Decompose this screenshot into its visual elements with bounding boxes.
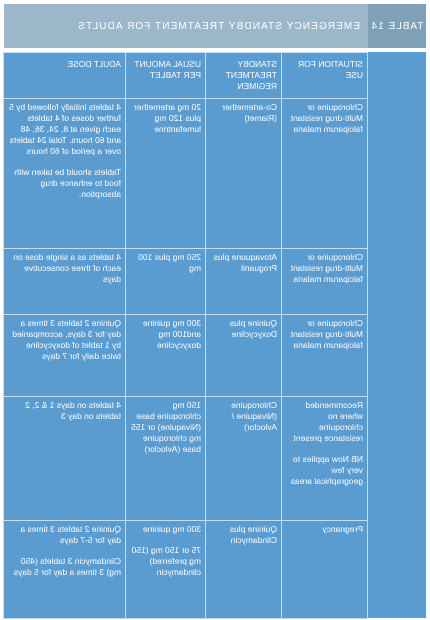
header-dose: ADULT DOSE — [4, 53, 126, 99]
cell-situation: Chloroquine or Multi-drug resistant falciparum malaria — [282, 315, 368, 397]
cell-amount: 250 mg plus 100 mg — [126, 249, 206, 315]
cell-situation: Chloroquine or Multi-drug resistant falciparum malaria — [282, 249, 368, 315]
situation-note: NB Now applies to very few geographical areas — [290, 454, 363, 486]
dose-text-2: Clindamycin 3 tablets (450 mg) 3 times a day for 5 days — [13, 556, 121, 577]
situation-text: Recommended where no chloroquine resistance present — [293, 400, 363, 443]
cell-dose — [4, 397, 126, 521]
table-row — [4, 249, 368, 315]
cell-situation — [282, 397, 368, 521]
cell-dose — [4, 99, 126, 249]
cell-amount: 150 mg chloroquine base (Nivaquine) or 155 mg chloroquine base (Avloclor) — [126, 397, 206, 521]
table-row — [4, 397, 368, 521]
table-row — [4, 521, 368, 619]
cell-dose — [4, 249, 126, 315]
table-number: TABLE 14 — [368, 4, 426, 48]
dose-text: Quinine 2 tablets 3 times a day for 5-7 days — [20, 524, 121, 545]
table-row — [4, 99, 368, 249]
cell-regimen: Atovaquone plus Proguanil — [206, 249, 282, 315]
dose-text: 4 tablets as a single dose on each of three consecutive days — [13, 252, 121, 284]
cell-amount: 300 mg quinine and100 mg doxycycline — [126, 315, 206, 397]
table-title: EMERGENCY STANDBY TREATMENT FOR ADULTS — [77, 20, 360, 32]
dose-text: 4 tablets on days 1 & 2, 2 tablets on day 3 — [25, 400, 121, 421]
dose-text: 4 tablets initially followed by 5 further doses of 4 tablets each given at 8, 24, 36, 48 and 60 hours. Total 24 tablets over a period of 60 hours — [9, 102, 121, 156]
cell-regimen: Chloroquine (Nivaquine / Avloclor) — [206, 397, 282, 521]
table-title-bar — [4, 4, 426, 48]
header-regimen: STANDBY TREATMENT REGIMEN — [206, 53, 282, 99]
header-amount: USUAL AMOUNT PER TABLET — [126, 53, 206, 99]
cell-dose — [4, 521, 126, 619]
cell-amount: 20 mg artemether plus 120 mg lumefantrine — [126, 99, 206, 249]
table-row — [4, 315, 368, 397]
cell-dose — [4, 315, 126, 397]
cell-situation: Chloroquine or Multi-drug resistant falciparum malaria — [282, 99, 368, 249]
amount-text: 300 mg quinine — [142, 524, 201, 534]
treatment-table — [3, 52, 368, 619]
dose-note: Tablets should be taken with food to enhance drug absorption. — [14, 167, 121, 199]
cell-regimen: Co-artemether (Riamet) — [206, 99, 282, 249]
treatment-table-panel — [4, 52, 426, 618]
header-row — [4, 53, 368, 99]
cell-regimen: Quinine plus Clindamycin — [206, 521, 282, 619]
dose-text: Quinine 2 tablets 3 times a day for 3 days, accompanied by 1 tablet of doxycycline twice daily for 7 days — [12, 318, 121, 361]
header-situation: SITUATION FOR USE — [282, 53, 368, 99]
amount-text-2: 75 or 150 mg (150 mg preferred) clindamycin — [131, 545, 201, 577]
cell-regimen: Quinine plus Doxycycline — [206, 315, 282, 397]
cell-situation: Pregnancy — [282, 521, 368, 619]
cell-amount — [126, 521, 206, 619]
